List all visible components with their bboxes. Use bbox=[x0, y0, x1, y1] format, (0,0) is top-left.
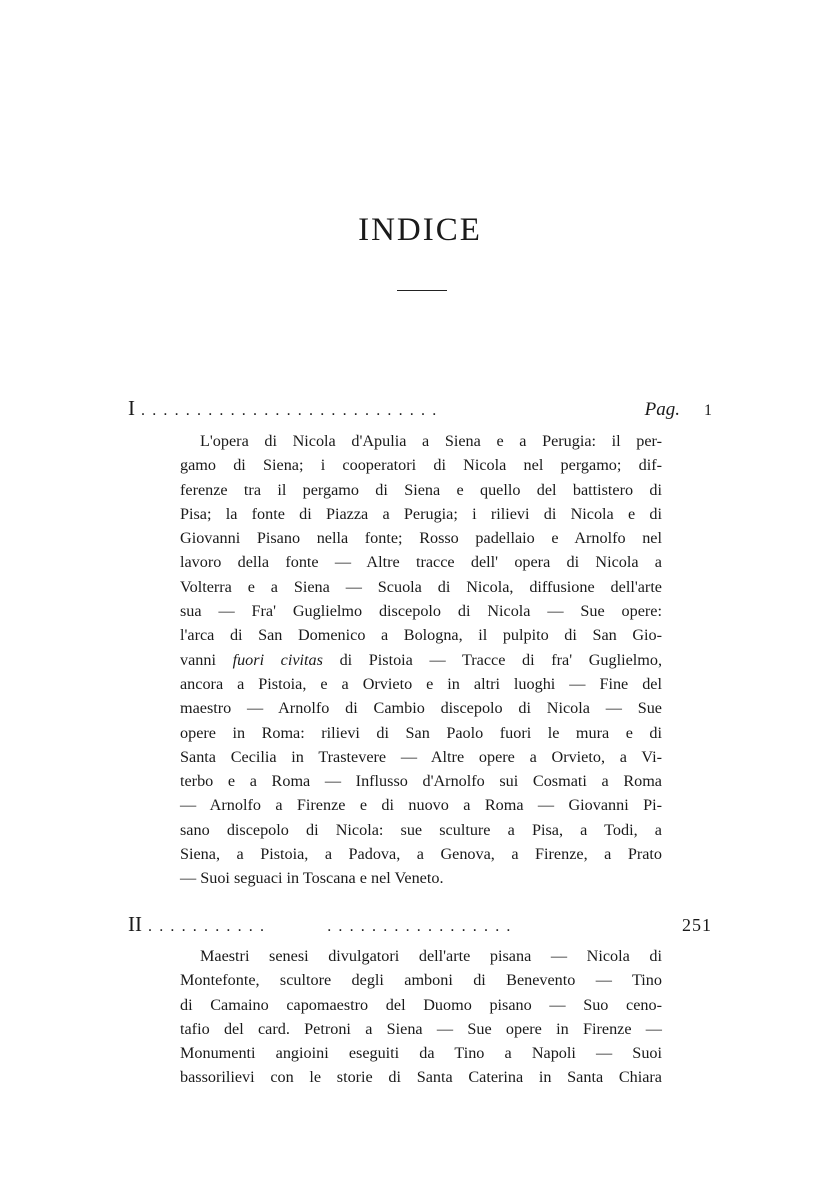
page-number: 1 bbox=[704, 402, 712, 419]
summary-line: di Camaino capomaestro del Duomo pisano — Suo ceno- bbox=[180, 995, 662, 1014]
summary-line: — Arnolfo a Firenze e di nuovo a Roma — Giovanni Pi- bbox=[180, 796, 662, 815]
summary-text: vanni bbox=[180, 650, 216, 669]
summary-line: opere in Roma: rilievi di San Paolo fuori le mura e di bbox=[180, 723, 662, 742]
summary-line: bassorilievi con le storie di Santa Caterina in Santa Chiara bbox=[180, 1068, 662, 1087]
summary-line: Pisa; la fonte di Piazza a Perugia; i rilievi di Nicola e di bbox=[180, 504, 662, 523]
summary-line-mixed bbox=[180, 648, 662, 672]
summary-line: Santa Cecilia in Trastevere — Altre opere a Orvieto, a Vi- bbox=[180, 747, 662, 766]
summary-line: Montefonte, scultore degli amboni di Benevento — Tino bbox=[180, 971, 662, 990]
chapter-numeral: I bbox=[128, 396, 135, 420]
dot-leader-right: ................. bbox=[327, 918, 518, 935]
toc-entry-1 bbox=[128, 396, 712, 421]
dot-leader-left: ........... bbox=[148, 918, 272, 935]
title-rule bbox=[397, 290, 447, 291]
chapter-summary-1 bbox=[180, 429, 662, 891]
summary-line: L'opera di Nicola d'Apulia a Siena e a Perugia: il per- bbox=[200, 432, 662, 450]
dot-leader: ........................... bbox=[141, 402, 444, 419]
summary-line: maestro — Arnolfo di Cambio discepolo di Nicola — Sue bbox=[180, 699, 662, 718]
summary-line: ferenze tra il pergamo di Siena e quello del battistero di bbox=[180, 480, 662, 499]
summary-line: lavoro della fonte — Altre tracce dell' opera di Nicola a bbox=[180, 553, 662, 572]
italic-phrase: fuori civitas bbox=[232, 650, 323, 669]
summary-line: terbo e a Roma — Influsso d'Arnolfo sui Cosmati a Roma bbox=[180, 772, 662, 791]
summary-line: Monumenti angioini eseguiti da Tino a Napoli — Suoi bbox=[180, 1044, 662, 1063]
toc-entry-2 bbox=[128, 912, 712, 937]
summary-line: tafio del card. Petroni a Siena — Sue opere in Firenze — bbox=[180, 1019, 662, 1038]
chapter-numeral: II bbox=[128, 912, 142, 936]
page-number: 251 bbox=[682, 915, 712, 935]
summary-line: Siena, a Pistoia, a Padova, a Genova, a Firenze, a Prato bbox=[180, 845, 662, 864]
chapter-summary-2 bbox=[180, 944, 662, 1090]
dot-leader bbox=[148, 918, 678, 936]
page-title: INDICE bbox=[358, 212, 482, 248]
summary-line: Giovanni Pisano nella fonte; Rosso padellaio e Arnolfo nel bbox=[180, 529, 662, 548]
summary-line: sua — Fra' Guglielmo discepolo di Nicola — Sue opere: bbox=[180, 602, 662, 621]
summary-line: Volterra e a Siena — Scuola di Nicola, diffusione dell'arte bbox=[180, 577, 662, 596]
summary-line: ancora a Pistoia, e a Orvieto e in altri luoghi — Fine del bbox=[180, 674, 662, 693]
summary-text: di Pistoia — Tracce di fra' Guglielmo, bbox=[339, 650, 663, 669]
summary-line: gamo di Siena; i cooperatori di Nicola nel pergamo; dif- bbox=[180, 456, 662, 475]
summary-line: l'arca di San Domenico a Bologna, il pulpito di San Gio- bbox=[180, 626, 662, 645]
summary-line: sano discepolo di Nicola: sue sculture a Pisa, a Todi, a bbox=[180, 820, 662, 839]
summary-line: Maestri senesi divulgatori dell'arte pisana — Nicola di bbox=[200, 947, 662, 965]
summary-line: — Suoi seguaci in Toscana e nel Veneto. bbox=[180, 869, 444, 888]
page-label: Pag. bbox=[644, 399, 680, 420]
